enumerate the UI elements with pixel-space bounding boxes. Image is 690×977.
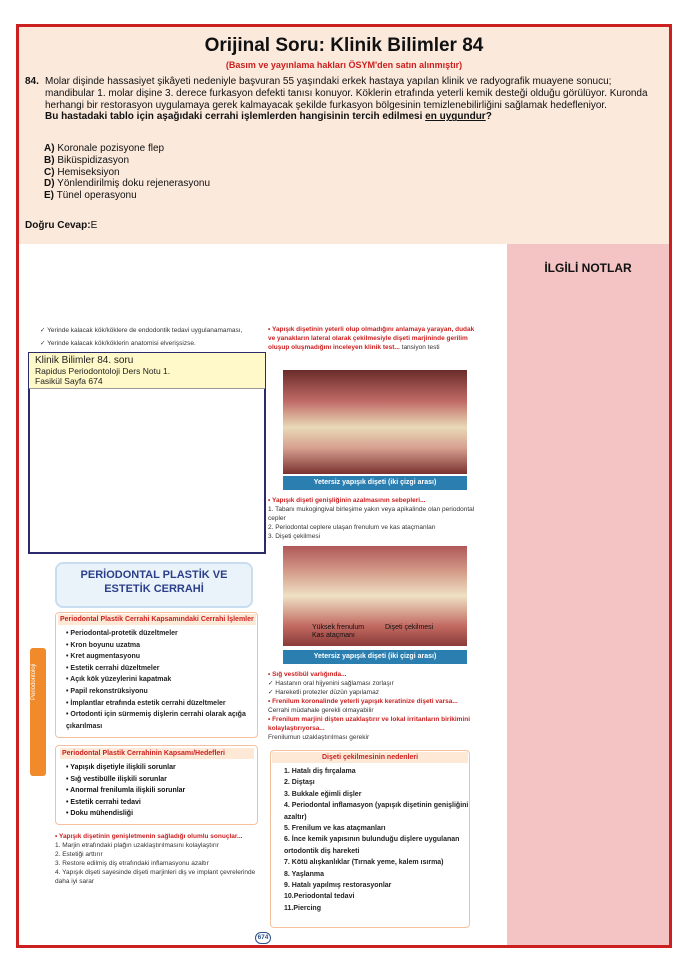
ask-emphasis: en uygundur: [425, 111, 486, 123]
question-panel: [19, 27, 669, 244]
causes-section: [268, 496, 478, 541]
list-item: ✓ Yerinde kalacak kök/köklerin anatomisi elverişsizse.: [40, 340, 196, 347]
option-a[interactable]: [44, 143, 210, 155]
tension-test-answer: tansiyon testi: [401, 344, 440, 351]
option-letter: E): [44, 190, 54, 202]
list-item: • Doku mühendisliği: [66, 808, 185, 820]
side-tab-label: Periodontoloji: [31, 663, 37, 700]
reference-line-3: Fasikül Sayfa 674: [35, 375, 103, 386]
list-item: • Kret augmentasyonu: [66, 651, 251, 663]
correct-answer: [25, 220, 97, 231]
photo-label-recession: Dişeti çekilmesi: [385, 624, 434, 631]
left-top-text: [40, 326, 260, 352]
ask-suffix: ?: [485, 111, 492, 123]
option-e[interactable]: [44, 190, 210, 202]
reference-box: [29, 353, 265, 389]
list-item: 10.Periodontal tedavi: [284, 893, 355, 901]
tension-test-text: [268, 325, 478, 352]
gingiva-photo-2: [283, 546, 467, 646]
list-item: • İmplantlar etrafında estetik cerrahi düzeltmeler: [66, 698, 251, 710]
list-item: 2. Diştaşı: [284, 779, 315, 787]
photo-label-frenulum: Yüksek frenulum Kas ataçmanı: [312, 624, 365, 639]
question-stem: Molar dişinde hassasiyet şikâyeti nedeniyle başvuran 55 yaşındaki erkek hastaya yapılan klinik ve radyografik muayene sonucu; mandibular 1. molar dişine 3. derece furkasyon defekti tanısı konuyor. Köklerin etrafında yeterli kemik desteği olduğu görülüyor. Kuronda herhangi bir restorasyon uygulamaya gerek kalmayacak şekilde furkasyon bölgesinin temizlenebilirliğini sağlamak hedefleniyor.: [45, 76, 648, 111]
list-item: • Papil rekonstrüksiyonu: [66, 686, 251, 698]
option-text: Koronale pozisyone flep: [57, 143, 165, 154]
reference-lines: [35, 367, 170, 386]
notes-panel: [507, 244, 669, 945]
photo-caption-2: Yetersiz yapışık dişeti (iki çizgi arası): [283, 650, 467, 664]
list-item: 9. Hatalı yapılmış restorasyonlar: [284, 882, 392, 890]
list-item: 8. Yaşlanma: [284, 870, 324, 878]
list-item: 11.Piercing: [284, 904, 321, 912]
vestibule-title: • Sığ vestibül varlığında...: [268, 671, 347, 678]
option-b[interactable]: [44, 155, 210, 167]
list-item: • Yapışık dişetiyle ilişkili sorunlar: [66, 762, 185, 774]
list-item: 3. Bukkale eğimli dişler: [284, 790, 362, 798]
list-item: • Ortodonti için sürmemiş dişlerin cerrahi olarak açığa çıkarılması: [66, 709, 251, 732]
copyright-note: (Basım ve yayınlama hakları ÖSYM'den satın alınmıştır): [225, 60, 463, 70]
benefits-title: • Yapışık dişetinin genişletmenin sağladığı olumlu sonuçlar...: [55, 833, 243, 840]
option-d[interactable]: [44, 178, 210, 190]
question-number: 84.: [25, 76, 39, 87]
list-item: 2. Estetiği arttırır: [55, 851, 103, 858]
question-text: [25, 76, 661, 123]
list-item: 2. Periodontal ceplere ulaşan frenulum ve kas ataçmanları: [268, 524, 436, 531]
list-item: 7. Kötü alışkanlıklar (Tırnak yeme, kalem ısırma): [284, 859, 444, 867]
list-item: ✓ Hastanın oral hijyenini sağlaması zorlaşır: [268, 680, 394, 687]
section-title: PERİODONTAL PLASTİK VE ESTETİK CERRAHİ: [55, 562, 253, 608]
options-list: [44, 143, 210, 202]
option-text: Biküspidizasyon: [57, 154, 130, 166]
reference-line-2: Rapidus Periodontoloji Ders Notu 1.: [35, 366, 171, 376]
recession-title: Dişeti çekilmesinin nedenleri: [272, 752, 468, 763]
reference-line-1: Klinik Bilimler 84. soru: [35, 355, 134, 366]
question-body: [45, 76, 657, 123]
list-item: 3. Restore edilmiş diş etrafındaki inflamasyonu azaltır: [55, 860, 209, 867]
recession-list: [284, 766, 470, 914]
gingiva-photo-1: [283, 370, 467, 474]
list-item: • Periodontal-protetik düzeltmeler: [66, 628, 251, 640]
list-item: 1. Tabanı mukogingival birleşime yakın veya apikalinde olan periodontal cepler: [268, 506, 475, 522]
option-letter: C): [44, 166, 55, 178]
scope-title: Periodontal Plastik Cerrahinin Kapsamı/Hedefleri: [60, 748, 254, 759]
option-text: Tünel operasyonu: [56, 190, 137, 202]
list-item: ✓ Hareketli protezler düzün yapılamaz: [268, 689, 379, 696]
list-item: • Anormal frenilumla ilişkili sorunlar: [66, 785, 185, 797]
photo-caption-1: Yetersiz yapışık dişeti (iki çizgi arası): [283, 476, 467, 490]
list-item: • Estetik cerrahi tedavi: [66, 797, 185, 809]
procedures-title: Periodontal Plastik Cerrahi Kapsamındaki Cerrahi İşlemler: [58, 614, 256, 625]
frenulum-note-title: • Frenilum koronalinde yeterli yapışık keratinize dişeti varsa...: [268, 698, 458, 705]
page-number: 674: [255, 932, 271, 944]
list-item: 4. Yapışık dişeti sayesinde dişeti marjinleri diş ve implant çevrelerinde daha iyi sarar: [55, 869, 256, 885]
list-item: 1. Marjin etrafındaki plağın uzaklaştırılmasını kolaylaştırır: [55, 842, 220, 849]
list-item: 3. Dişeti çekilmesi: [268, 533, 321, 540]
option-letter: B): [44, 154, 55, 166]
option-letter: A): [44, 143, 55, 154]
question-ask: [45, 111, 492, 122]
procedures-list: [66, 628, 251, 732]
list-item: 1. Hatalı diş fırçalama: [284, 768, 356, 775]
answer-label: Doğru Cevap:: [25, 220, 91, 231]
question-title: Orijinal Soru: Klinik Bilimler 84: [204, 35, 484, 56]
answer-value: E: [90, 220, 98, 231]
list-item: • Kron boyunu uzatma: [66, 640, 251, 652]
frenulum-note: Cerrahi müdahale gerekli olmayabilir: [268, 707, 374, 714]
list-item: • Sığ vestibülle ilişkili sorunlar: [66, 774, 185, 786]
frenulum-note-2: Frenilumun uzaklaştırılması gerekir: [268, 734, 370, 741]
tension-test-question: • Yapışık dişetinin yeterli olup olmadığını anlamaya yarayan, dudak ve yanakların lateral olarak çekilmesiyle dişeti marjininde gerilim oluşup oluşmadığını inceleyen klinik test...: [268, 326, 475, 351]
option-text: Hemiseksiyon: [57, 166, 120, 178]
ask-prefix: Bu hastadaki tablo için aşağıdaki cerrahi işlemlerden hangisinin tercih edilmesi: [45, 111, 426, 123]
option-letter: D): [44, 178, 55, 190]
causes-title: • Yapışık dişeti genişliğinin azalmasının sebepleri...: [268, 497, 426, 504]
notes-heading: İLGİLİ NOTLAR: [544, 261, 632, 275]
option-c[interactable]: [44, 167, 210, 179]
benefits-section: [55, 832, 260, 886]
vestibule-section: [268, 670, 478, 742]
frenulum-note-2-title: • Frenilum marjini dişten uzaklaştırır ve lokal irritanların birikimini kolaylaştırıyorsa...: [268, 716, 471, 732]
list-item: 5. Frenilum ve kas ataçmanları: [284, 825, 386, 833]
scope-list: [66, 762, 185, 820]
list-item: ✓ Yerinde kalacak kök/köklere de endodontik tedavi uygulanamaması,: [40, 327, 243, 334]
list-item: 4. Periodontal inflamasyon (yapışık dişetinin genişliğini azaltır): [284, 802, 469, 821]
list-item: • Açık kök yüzeylerini kapatmak: [66, 674, 251, 686]
list-item: 6. İnce kemik yapısının bulunduğu dişlere uygulanan ortodontik diş hareketi: [284, 836, 460, 855]
list-item: • Estetik cerrahi düzeltmeler: [66, 663, 251, 675]
option-text: Yönlendirilmiş doku rejenerasyonu: [57, 178, 211, 190]
